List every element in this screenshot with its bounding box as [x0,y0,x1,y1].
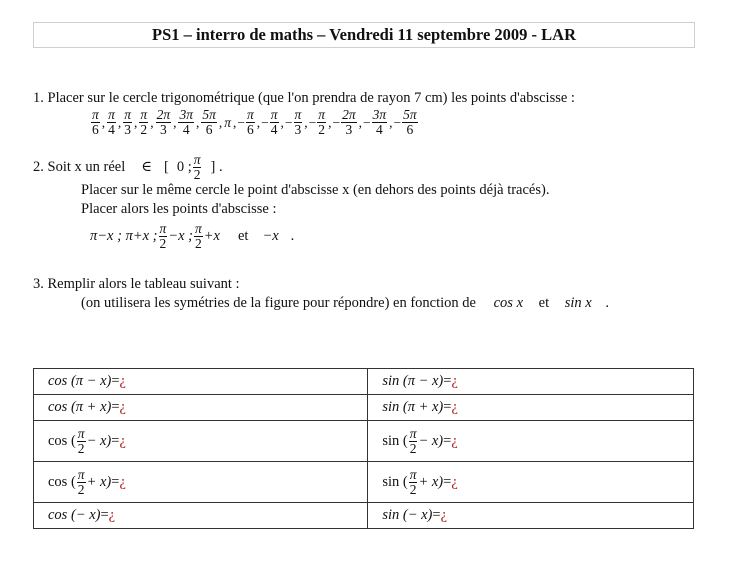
angle-fraction [123,108,132,137]
exercise3-end-dot: . [605,295,609,311]
angle-denominator: 6 [406,122,414,137]
angle-denominator: 6 [92,122,99,137]
equals-sign: = [443,399,452,415]
exercise1-instruction: 1. Placer sur le cercle trigonométrique (que l'on prendra de rayon 7 cm) les points d'abscisse : [33,90,575,106]
expr-pi-minus-plus-x: π−x ; π+x ; [90,228,158,244]
angle-fraction [178,108,194,137]
fraction-denominator: 2 [77,440,85,456]
argument-tail: − x) [86,432,112,449]
angle-denominator: 2 [140,122,148,137]
sin-cell[interactable] [368,503,694,529]
angle-numerator: π [270,107,278,122]
argument-tail: + x) [418,473,444,490]
expr-c-num: π [194,221,202,236]
sin-x-label: sin x [564,295,592,311]
sin-cell[interactable] [368,369,694,395]
angle-pi: π [224,114,231,130]
exercise3-line1: 3. Remplir alors le tableau suivant : [33,276,240,292]
expr-minus-x: −x [262,228,279,244]
fraction-sign: − [261,114,269,130]
fraction-separator: , [150,114,154,130]
fraction-separator: , [256,114,261,130]
fraction-separator: , [358,114,362,130]
trig-expression: cos (π + x) [48,399,112,415]
pi-over-2-fraction [409,427,418,456]
interval-right-bound [193,153,202,182]
angle-denominator: 3 [345,122,353,137]
function-name: sin ( [382,473,408,490]
angle-numerator: 5π [403,107,417,122]
fraction-sign: − [308,114,317,130]
fraction-denominator: 2 [409,440,417,456]
answer-placeholder: ¿ [119,399,126,415]
angle-fraction [372,108,388,137]
angle-numerator: π [140,107,148,122]
exercise2-expressions [90,222,294,251]
equals-sign: = [111,432,120,449]
cos-cell[interactable] [34,462,368,503]
trig-expression: cos (π − x) [48,373,112,389]
exercise2-line2: Placer alors les points d'abscisse : [81,201,277,217]
angle-fraction [317,108,326,137]
expr-b-den: 2 [159,236,167,251]
angle-fraction [201,108,217,137]
angle-denominator: 6 [205,122,213,137]
function-name: sin ( [382,432,408,449]
angle-fraction [139,108,148,137]
interval-right-den: 2 [193,167,201,182]
fraction-separator: , [389,114,393,130]
interval-left-bound: 0 ; [176,159,192,175]
fraction-separator: , [233,114,237,130]
fraction-denominator: 2 [77,481,85,497]
angle-denominator: 4 [182,122,190,137]
table-row [34,369,694,395]
function-name: cos ( [48,473,76,490]
angle-denominator: 6 [247,122,254,137]
pi-over-2-fraction [77,427,86,456]
answer-placeholder: ¿ [451,373,458,389]
trig-expression: sin (π − x) [382,373,444,389]
expr-pi-over-2-b [194,222,203,251]
angle-numerator: 5π [202,107,216,122]
angle-numerator: π [108,107,115,122]
fraction-sign: − [237,114,245,130]
angle-fraction [91,108,100,137]
sin-cell[interactable] [368,421,694,462]
angle-denominator: 3 [294,122,302,137]
interval-close-bracket: ] . [210,159,223,175]
fraction-separator: , [173,114,177,130]
equals-sign: = [111,473,120,490]
expr-conjunction: et [237,228,249,244]
angle-fraction [246,108,255,137]
exercise2-line1: Placer sur le même cercle le point d'abscisse x (en dehors des points déjà tracés). [81,182,550,198]
equals-sign: = [111,399,120,415]
argument-tail: + x) [86,473,112,490]
fraction-separator: , [195,114,200,130]
fraction-separator: , [101,114,106,130]
answer-placeholder: ¿ [108,507,116,523]
page-title-box [33,22,695,48]
fraction-numerator: π [77,466,85,482]
equals-sign: = [443,373,452,389]
table-row [34,503,694,529]
cos-x-label: cos x [493,295,524,311]
interval-right-num: π [193,152,201,167]
table-row [34,421,694,462]
fraction-denominator: 2 [409,481,417,497]
table-row [34,462,694,503]
cos-cell[interactable] [34,395,368,421]
table-row [34,395,694,421]
angle-numerator: π [92,107,99,122]
sin-cell[interactable] [368,462,694,503]
trig-expression: sin (π + x) [382,399,444,415]
exercise1-fraction-list [90,108,419,137]
element-of-symbol: ∈ [141,159,152,175]
page-title: PS1 – interro de maths – Vendredi 11 septembre 2009 - LAR [152,25,576,44]
fraction-sign: − [393,114,402,130]
answer-placeholder: ¿ [119,373,126,389]
argument-tail: − x) [418,432,444,449]
fraction-numerator: π [409,466,417,482]
answer-placeholder: ¿ [451,473,458,490]
fraction-sign: − [332,114,341,130]
expr-c-den: 2 [194,236,202,251]
equals-sign: = [111,373,120,389]
angle-numerator: π [247,107,254,122]
angle-denominator: 3 [124,122,132,137]
fraction-separator: , [134,114,138,130]
trig-expression: sin (− x) [382,507,433,523]
angle-numerator: 3π [179,107,193,122]
angle-numerator: π [294,107,302,122]
answer-placeholder: ¿ [451,432,458,449]
pi-over-2-fraction [77,468,86,497]
angle-fraction [107,108,116,137]
expr-b-tail: −x ; [168,228,193,244]
exercise3-conjunction: et [538,295,550,311]
cos-cell[interactable] [34,503,368,529]
angle-denominator: 4 [108,122,115,137]
angle-fraction [341,108,357,137]
fraction-separator: , [117,114,122,130]
angle-fraction [156,108,172,137]
angle-denominator: 2 [318,122,326,137]
exercise3-line2 [81,295,609,312]
equals-sign: = [443,473,452,490]
interval-open-bracket: [ [163,159,169,175]
answer-placeholder: ¿ [119,473,126,490]
expr-b-num: π [159,221,167,236]
answer-placeholder: ¿ [119,432,126,449]
exercise2-prefix: 2. Soit x un réel [33,159,126,175]
expr-pi-over-2-a [159,222,168,251]
cos-cell[interactable] [34,421,368,462]
fraction-sign: − [362,114,371,130]
answer-table [33,368,694,529]
fraction-separator: , [304,114,308,130]
fraction-numerator: π [409,425,417,441]
sin-cell[interactable] [368,395,694,421]
angle-denominator: 3 [159,122,167,137]
equals-sign: = [443,432,452,449]
angle-fraction [402,108,418,137]
angle-denominator: 4 [375,122,383,137]
fraction-separator: , [328,114,332,130]
angle-fraction [270,108,279,137]
equals-sign: = [432,507,441,523]
angle-numerator: π [124,107,132,122]
expr-c-tail: +x [203,228,220,244]
exercise2-statement [33,153,223,182]
fraction-separator: , [280,114,284,130]
angle-numerator: π [318,107,326,122]
expr-end-dot: . [290,228,295,244]
cos-cell[interactable] [34,369,368,395]
trig-expression: cos (− x) [48,507,101,523]
angle-fraction [294,108,303,137]
angle-denominator: 4 [270,122,278,137]
equals-sign: = [100,507,109,523]
pi-over-2-fraction [409,468,418,497]
function-name: cos ( [48,432,76,449]
angle-numerator: 2π [342,107,356,122]
exercise3-line2-text: (on utilisera les symétries de la figure pour répondre) en fonction de [81,295,476,311]
fraction-separator: , [218,114,223,130]
angle-numerator: 2π [156,107,171,122]
angle-numerator: 3π [372,107,387,122]
answer-placeholder: ¿ [440,507,447,523]
fraction-sign: − [284,114,293,130]
answer-placeholder: ¿ [451,399,458,415]
fraction-numerator: π [77,425,85,441]
